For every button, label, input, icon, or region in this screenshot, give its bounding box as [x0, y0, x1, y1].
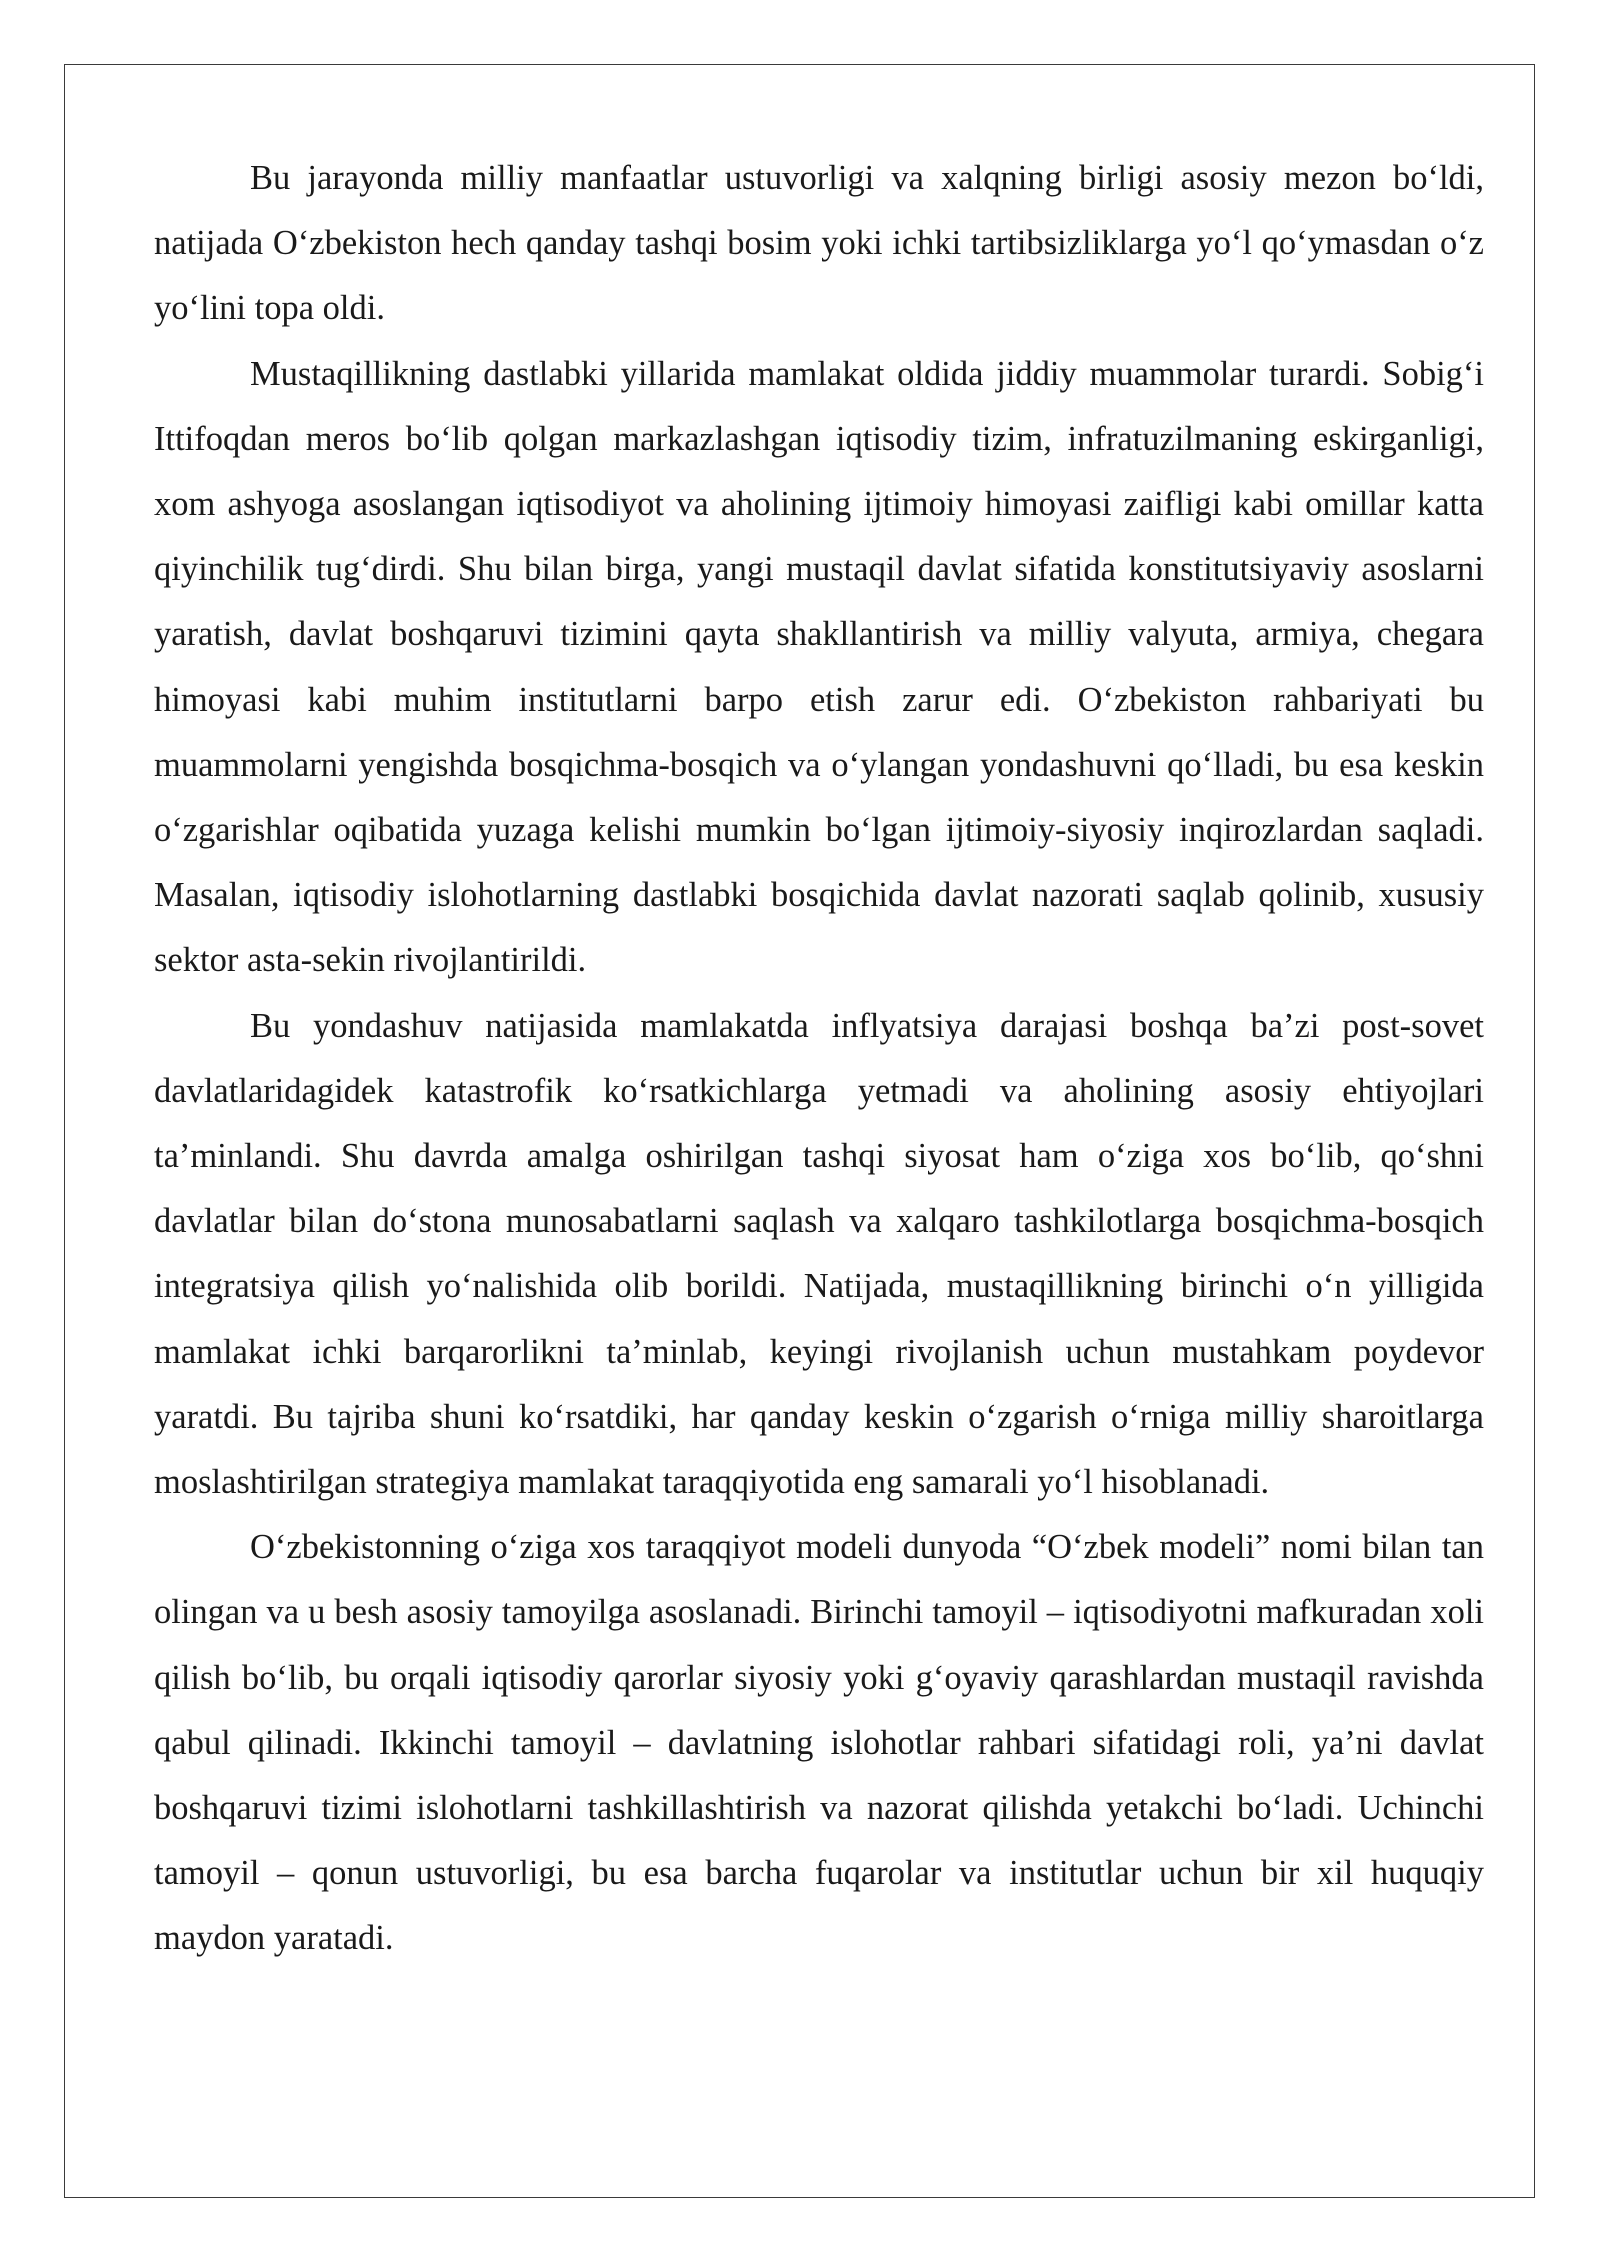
paragraph-3: Bu yondashuv natijasida mamlakatda inflyatsiya darajasi boshqa ba’zi post-sovet davlatlaridagidek katastrofik ko‘rsatkichlarga yetmadi va aholining asosiy ehtiyojlari ta’minlandi. Shu davrda amalga oshirilgan tashqi siyosat ham o‘ziga xos bo‘lib, qo‘shni davlatlar bilan do‘stona munosabatlarni saqlash va xalqaro tashkilotlarga bosqichma-bosqich integratsiya qilish yo‘nalishida olib borildi. Natijada, mustaqillikning birinchi o‘n yilligida mamlakat ichki barqarorlikni ta’minlab, keyingi rivojlanish uchun mustahkam poydevor yaratdi. Bu tajriba shuni ko‘rsatdiki, har qanday keskin o‘zgarish o‘rniga milliy sharoitlarga moslashtirilgan strategiya mamlakat taraqqiyotida eng samarali yo‘l hisoblanadi.	[154, 1006, 1484, 1502]
paragraph-1: Bu jarayonda milliy manfaatlar ustuvorligi va xalqning birligi asosiy mezon bo‘ldi, natijada O‘zbekiston hech qanday tashqi bosim yoki ichki tartibsizliklarga yo‘l qo‘ymasdan o‘z yo‘lini topa oldi.	[154, 159, 1484, 328]
paragraph-4: O‘zbekistonning o‘ziga xos taraqqiyot modeli dunyoda “O‘zbek modeli” nomi bilan tan olingan va u besh asosiy tamoyilga asoslanadi. Birinchi tamoyil – iqtisodiyotni mafkuradan xoli qilish bo‘lib, bu orqali iqtisodiy qarorlar siyosiy yoki g‘oyaviy qarashlardan mustaqil ravishda qabul qilinadi. Ikkinchi tamoyil – davlatning islohotlar rahbari sifatidagi roli, ya’ni davlat boshqaruvi tizimi islohotlarni tashkillashtirish va nazorat qilishda yetakchi bo‘ladi. Uchinchi tamoyil – qonun ustuvorligi, bu esa barcha fuqarolar va institutlar uchun bir xil huquqiy maydon yaratadi.	[154, 1528, 1484, 1958]
paragraph-2: Mustaqillikning dastlabki yillarida mamlakat oldida jiddiy muammolar turardi. Sobig‘i Ittifoqdan meros bo‘lib qolgan markazlashgan iqtisodiy tizim, infratuzilmaning eskirganligi, xom ashyoga asoslangan iqtisodiyot va aholining ijtimoiy himoyasi zaifligi kabi omillar katta qiyinchilik tug‘dirdi. Shu bilan birga, yangi mustaqil davlat sifatida konstitutsiyaviy asoslarni yaratish, davlat boshqaruvi tizimini qayta shakllantirish va milliy valyuta, armiya, chegara himoyasi kabi muhim institutlarni barpo etish zarur edi. O‘zbekiston rahbariyati bu muammolarni yengishda bosqichma-bosqich va o‘ylangan yondashuvni qo‘lladi, bu esa keskin o‘zgarishlar oqibatida yuzaga kelishi mumkin bo‘lgan ijtimoiy-siyosiy inqirozlardan saqladi. Masalan, iqtisodiy islohotlarning dastlabki bosqichida davlat nazorati saqlab qolinib, xususiy sektor asta-sekin rivojlantirildi.	[154, 354, 1484, 980]
page-text-body	[154, 146, 1484, 1972]
